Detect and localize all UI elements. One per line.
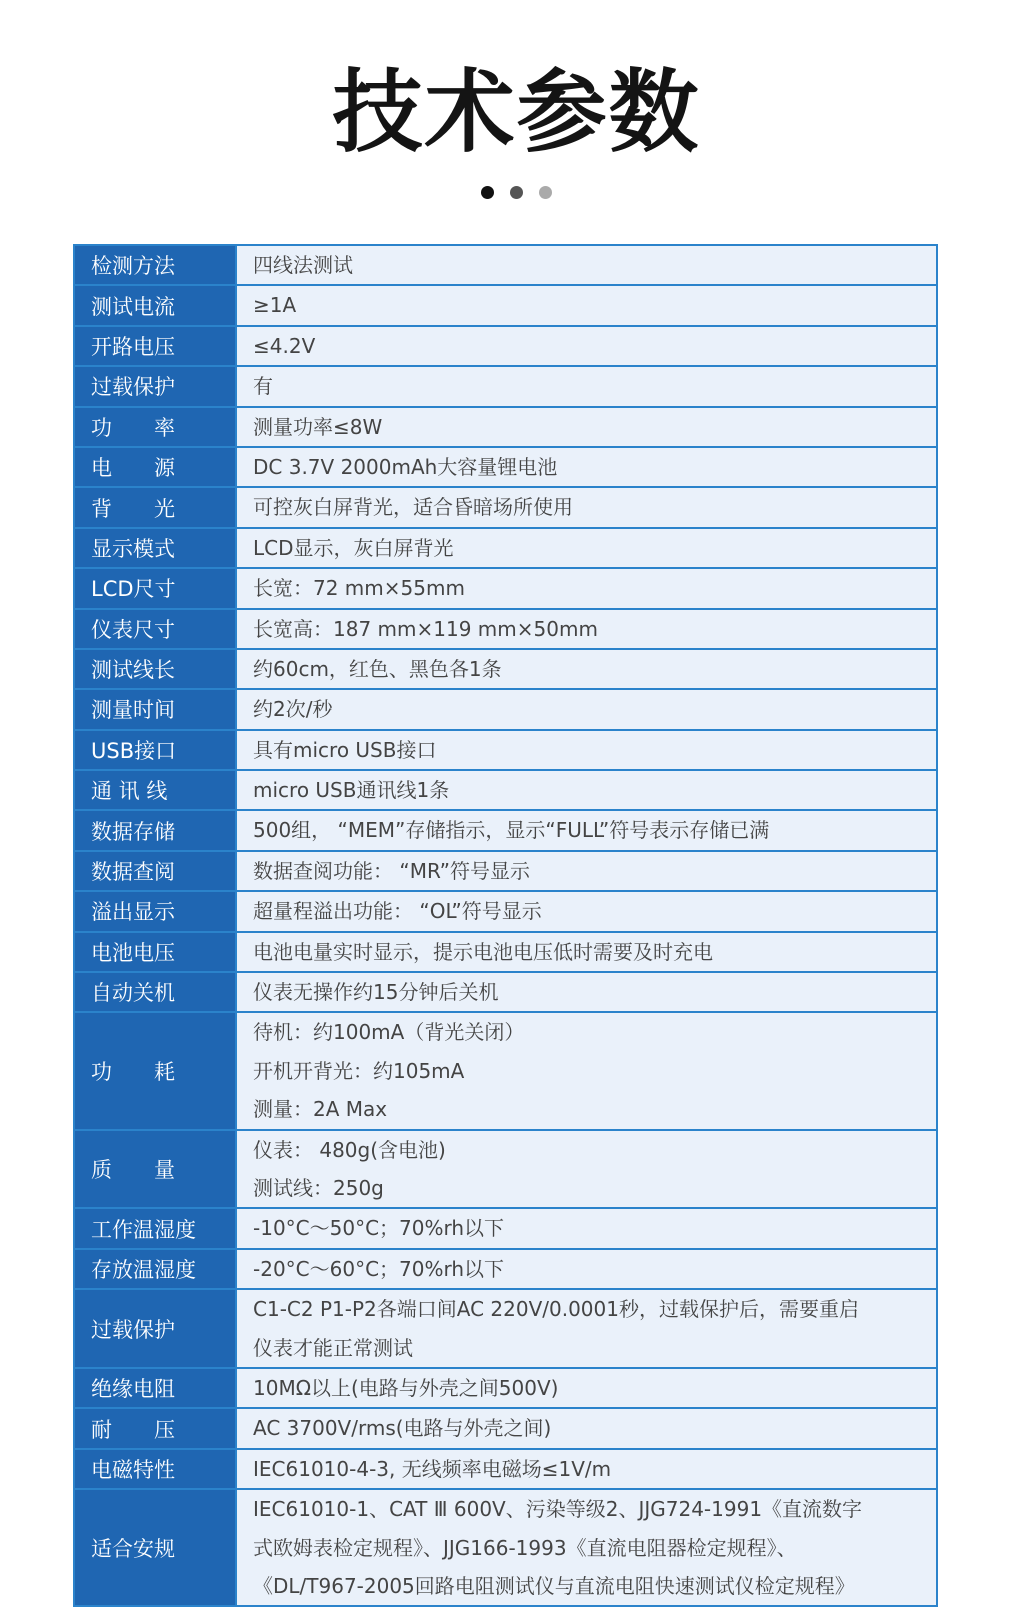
spec-value [236,1249,937,1289]
spec-row [74,609,937,649]
spec-value-line: 式欧姆表检定规程》、JJG166-1993《直流电阻器检定规程》、 [253,1535,797,1560]
spec-value-line: DC 3.7V 2000mAh大容量锂电池 [253,454,558,479]
spec-row [74,528,937,568]
spec-value [236,447,937,487]
spec-value-line: ≤4.2V [253,333,316,358]
spec-row [74,891,937,931]
spec-row [74,568,937,608]
spec-value-line: 500组， “MEM”存储指示，显示“FULL”符号表示存储已满 [253,818,770,843]
spec-row [74,689,937,729]
spec-value-line: 测试线：250g [253,1175,384,1200]
spec-value [236,245,937,285]
carousel-indicator [0,186,1033,199]
spec-label: 仪表尺寸 [74,609,236,649]
spec-value [236,891,937,931]
spec-label: 过载保护 [74,1289,236,1368]
spec-value [236,609,937,649]
spec-row [74,1449,937,1489]
spec-row [74,366,937,406]
spec-value-line: ≥1A [253,293,297,318]
spec-value [236,366,937,406]
spec-value [236,972,937,1012]
spec-label: 电池电压 [74,932,236,972]
spec-value-line: IEC61010-4-3, 无线频率电磁场≤1V/m [253,1456,612,1481]
spec-label: 功 率 [74,407,236,447]
spec-label: 质 量 [74,1130,236,1209]
spec-label: 数据查阅 [74,851,236,891]
spec-table-body [74,245,937,1606]
spec-value-line: 10MΩ以上(电路与外壳之间500V) [253,1375,559,1400]
spec-value-line: 测量功率≤8W [253,414,383,439]
spec-value-line: 仪表无操作约15分钟后关机 [253,980,499,1005]
spec-value [236,851,937,891]
spec-label: 绝缘电阻 [74,1368,236,1408]
spec-value-line: LCD显示，灰白屏背光 [253,535,454,560]
spec-value [236,528,937,568]
spec-value [236,285,937,325]
spec-row [74,326,937,366]
spec-row [74,851,937,891]
indicator-dot [539,186,552,199]
spec-value-line: 可控灰白屏背光，适合昏暗场所使用 [253,495,573,520]
page-title: 技术参数 [332,60,701,165]
spec-value-line: 四线法测试 [253,253,353,277]
spec-value-line: -20°C～60°C；70%rh以下 [253,1256,505,1281]
spec-row [74,245,937,285]
spec-value-line: 测量：2A Max [253,1097,388,1122]
spec-value-line: -10°C～50°C；70%rh以下 [253,1216,505,1241]
spec-label: 通 讯 线 [74,770,236,810]
spec-value [236,932,937,972]
spec-value [236,1012,937,1129]
spec-value-line: 长宽高：187 mm×119 mm×50mm [253,616,598,641]
spec-label: 背 光 [74,487,236,527]
spec-value-line: 仪表才能正常测试 [253,1335,413,1360]
spec-label: 数据存储 [74,810,236,850]
spec-value [236,568,937,608]
spec-label: 测试线长 [74,649,236,689]
spec-value-line: 长宽：72 mm×55mm [253,576,465,601]
spec-value-line: 约2次/秒 [253,697,333,722]
spec-table [73,244,938,1607]
spec-value-line: 具有micro USB接口 [253,737,437,762]
spec-label: 存放温湿度 [74,1249,236,1289]
spec-label: 测试电流 [74,285,236,325]
indicator-dot [481,186,494,199]
spec-row [74,730,937,770]
spec-value [236,1289,937,1368]
spec-value-line: 数据查阅功能： “MR”符号显示 [253,858,530,883]
spec-label: 电 源 [74,447,236,487]
spec-label: 功 耗 [74,1012,236,1129]
spec-value-line: micro USB通讯线1条 [253,778,450,803]
spec-row [74,972,937,1012]
spec-row [74,770,937,810]
spec-label: 耐 压 [74,1408,236,1448]
spec-row [74,1368,937,1408]
spec-label: 开路电压 [74,326,236,366]
spec-label: 电磁特性 [74,1449,236,1489]
spec-label: 过载保护 [74,366,236,406]
spec-row [74,407,937,447]
spec-row [74,447,937,487]
spec-row [74,285,937,325]
spec-value [236,649,937,689]
spec-row [74,810,937,850]
spec-row [74,1012,937,1129]
spec-row [74,932,937,972]
spec-value-line: 《DL/T967-2005回路电阻测试仪与直流电阻快速测试仪检定规程》 [253,1573,855,1598]
spec-label: LCD尺寸 [74,568,236,608]
spec-value-line: 电池电量实时显示，提示电池电压低时需要及时充电 [253,939,713,964]
spec-label: 适合安规 [74,1489,236,1606]
spec-value [236,407,937,447]
spec-value [236,487,937,527]
spec-label: USB接口 [74,730,236,770]
spec-value [236,770,937,810]
indicator-dot [510,186,523,199]
spec-value-line: C1-C2 P1-P2各端口间AC 220V/0.0001秒，过载保护后，需要重启 [253,1297,859,1322]
spec-row [74,1408,937,1448]
spec-value-line: 约60cm，红色、黑色各1条 [253,656,502,681]
spec-value [236,1130,937,1209]
spec-row [74,1208,937,1248]
spec-value [236,1368,937,1408]
spec-label: 溢出显示 [74,891,236,931]
spec-value-line: 超量程溢出功能： “OL”符号显示 [253,899,542,924]
spec-row [74,649,937,689]
spec-value-line: 待机：约100mA（背光关闭） [253,1020,525,1045]
spec-label: 测量时间 [74,689,236,729]
spec-value [236,1208,937,1248]
spec-value [236,730,937,770]
spec-value-line: IEC61010-1、CAT Ⅲ 600V、污染等级2、JJG724-1991《直流数字 [253,1497,863,1522]
spec-row [74,1289,937,1368]
spec-value [236,810,937,850]
spec-label: 检测方法 [74,245,236,285]
spec-row [74,1130,937,1209]
spec-value-line: 有 [253,374,273,399]
spec-value-line: 开机开背光：约105mA [253,1058,465,1083]
spec-value [236,689,937,729]
spec-row [74,1249,937,1289]
spec-value-line: AC 3700V/rms(电路与外壳之间) [253,1416,552,1441]
spec-value-line: 仪表： 480g(含电池) [253,1137,446,1162]
spec-value [236,326,937,366]
spec-row [74,1489,937,1606]
spec-value [236,1408,937,1448]
spec-row [74,487,937,527]
spec-label: 自动关机 [74,972,236,1012]
spec-label: 显示模式 [74,528,236,568]
spec-label: 工作温湿度 [74,1208,236,1248]
spec-value [236,1489,937,1606]
spec-value [236,1449,937,1489]
